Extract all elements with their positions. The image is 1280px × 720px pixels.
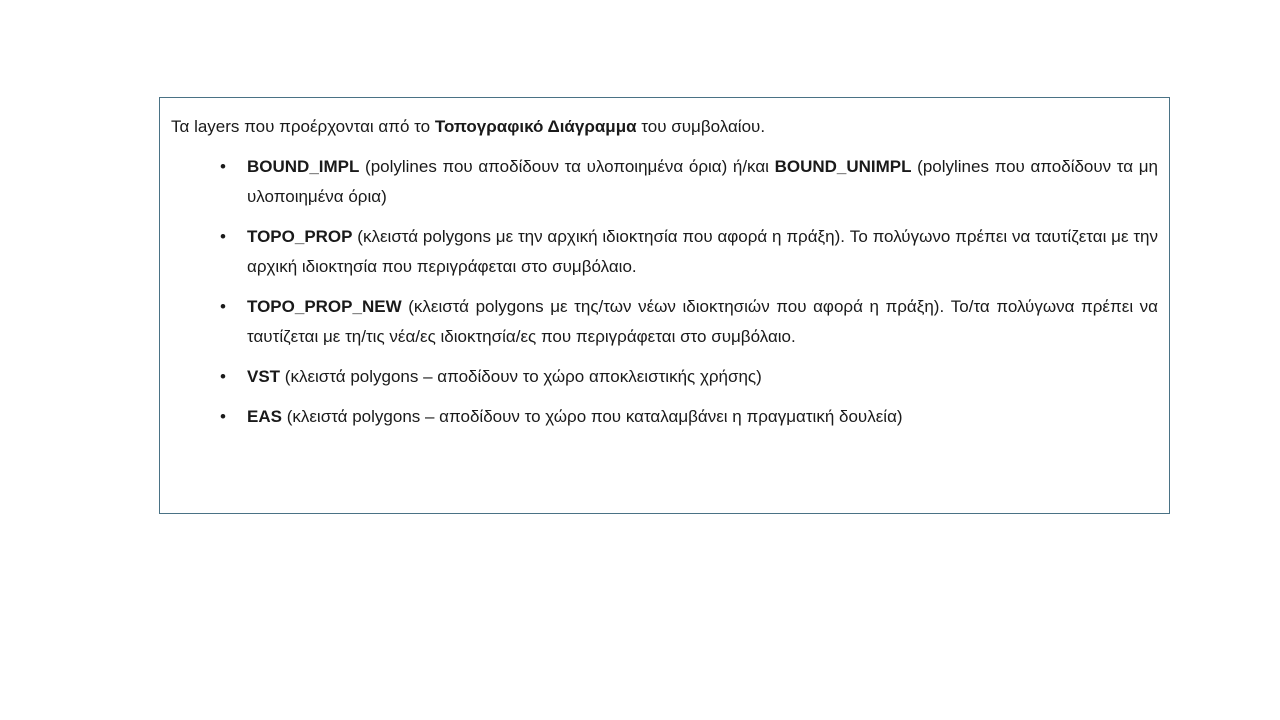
layer-description: (κλειστά polygons με της/των νέων ιδιοκτησιών που αφορά η πράξη). Το/τα πολύγωνα πρέπει να ταυτίζεται με τη/τις νέα/ες ιδιοκτησία/ες που περιγράφεται στο συμβόλαιο. xyxy=(247,297,1158,346)
layer-list xyxy=(171,152,1158,432)
layer-name: BOUND_IMPL xyxy=(247,157,360,176)
layer-description: (polylines που αποδίδουν τα υλοποιημένα όρια) ή/και xyxy=(359,157,775,176)
layer-description-secondary: (polylines που αποδίδουν τα μη υλοποιημένα όρια) xyxy=(247,157,1158,206)
layer-name: TOPO_PROP xyxy=(247,227,353,246)
intro-bold-term: Τοπογραφικό Διάγραμμα xyxy=(434,117,637,136)
bullet-icon: • xyxy=(220,227,226,246)
layer-name: EAS xyxy=(247,407,282,426)
list-item-vst xyxy=(171,362,1158,392)
bullet-icon: • xyxy=(220,407,226,426)
intro-prefix: Τα layers που προέρχονται από το xyxy=(171,117,435,136)
bullet-icon: • xyxy=(220,297,226,316)
list-item-topo-prop xyxy=(171,222,1158,282)
layer-name-secondary: BOUND_UNIMPL xyxy=(774,157,912,176)
list-item-topo-prop-new xyxy=(171,292,1158,352)
layer-description: (κλειστά polygons με την αρχική ιδιοκτησία που αφορά η πράξη). Το πολύγωνο πρέπει να ταυτίζεται με την αρχική ιδιοκτησία που περιγράφεται στο συμβόλαιο. xyxy=(247,227,1158,276)
layer-name: VST xyxy=(247,367,281,386)
list-item-eas xyxy=(171,402,1158,432)
layer-description: (κλειστά polygons – αποδίδουν το χώρο αποκλειστικής χρήσης) xyxy=(280,367,762,386)
bullet-icon: • xyxy=(220,157,226,176)
intro-paragraph xyxy=(171,112,1158,142)
list-item-bound xyxy=(171,152,1158,212)
layer-name: TOPO_PROP_NEW xyxy=(247,297,402,316)
layer-description: (κλειστά polygons – αποδίδουν το χώρο που καταλαμβάνει η πραγματική δουλεία) xyxy=(281,407,903,426)
bullet-icon: • xyxy=(220,367,226,386)
intro-suffix: του συμβολαίου. xyxy=(636,117,766,136)
content-textbox xyxy=(159,97,1170,514)
